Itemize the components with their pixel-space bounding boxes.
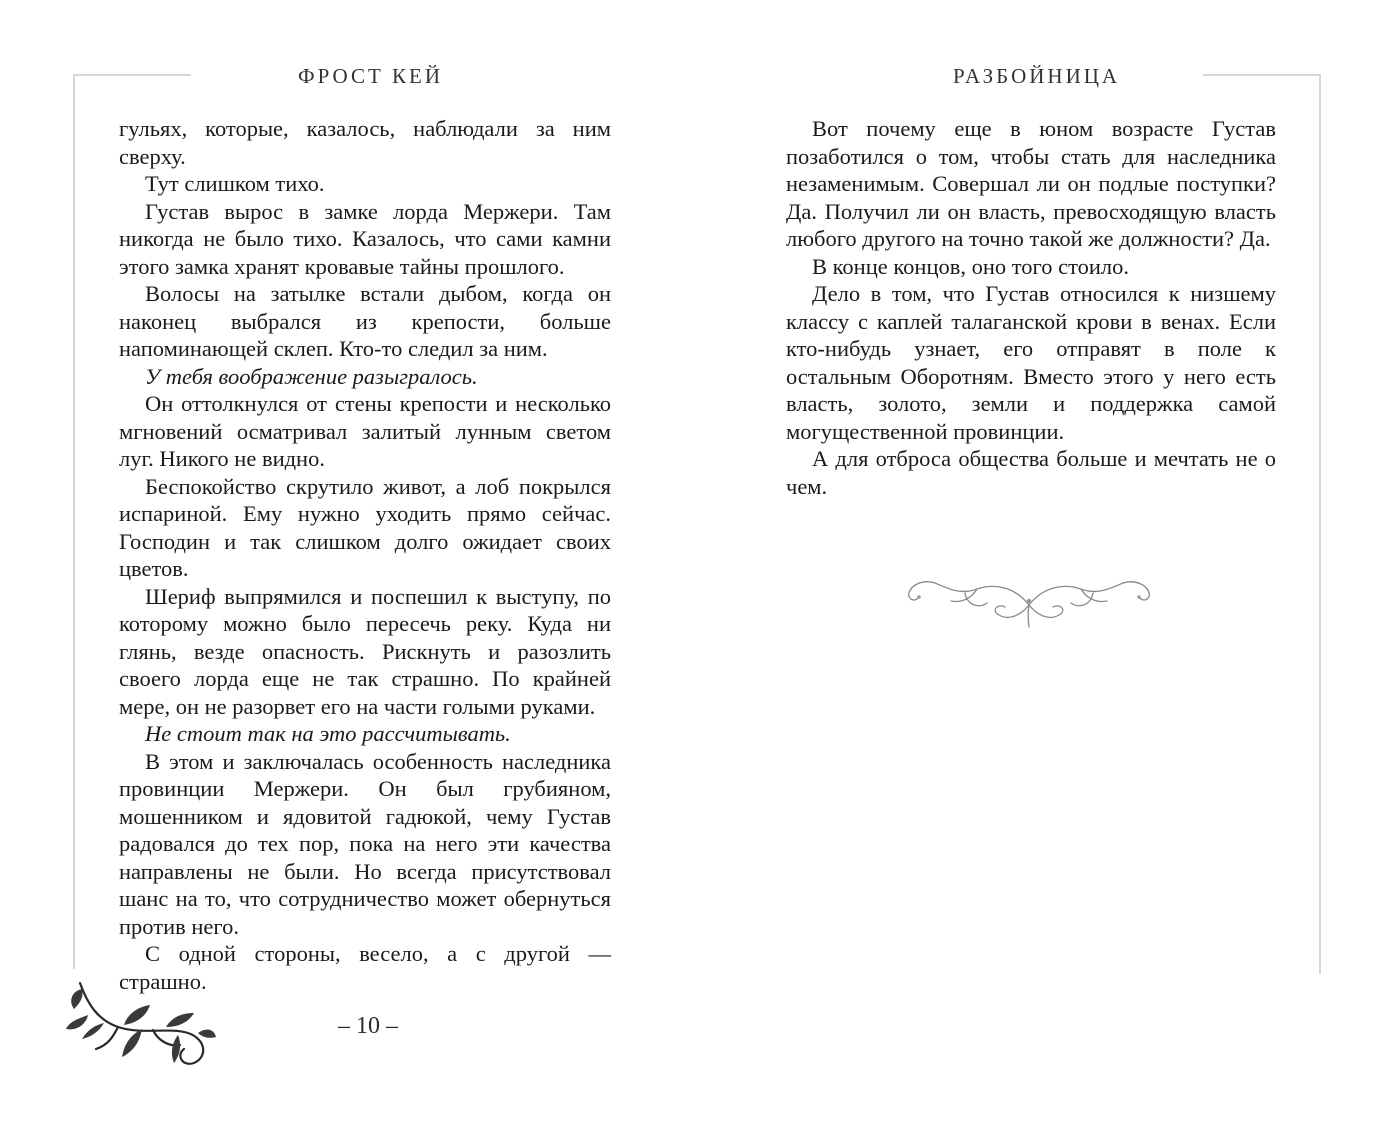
frame-line-right: [1319, 74, 1321, 974]
frame-line-top-right: [1203, 74, 1321, 76]
paragraph: В конце концов, оно того стоило.: [812, 253, 1130, 279]
paragraph: У тебя воображение разыгралось.: [145, 363, 478, 389]
scroll-ornament-icon: [905, 575, 1153, 629]
vine-flourish-icon: [58, 975, 218, 1075]
running-head-author: ФРОСТ КЕЙ: [298, 64, 444, 88]
paragraph: Он оттолкнулся от стены крепости и несколько мгновений осматривал залитый лунным светом луг. Никого не видно.: [119, 391, 611, 471]
paragraph: Шериф выпрямился и поспешил к выступу, по которому можно было пересечь реку. Куда ни глянь, везде опасность. Рискнуть и разозлить своего лорда еще не так страшно. По крайней мере, он не разорвет его на части голыми руками.: [119, 583, 611, 719]
paragraph: Беспокойство скрутило живот, а лоб покрылся испариной. Ему нужно уходить прямо сейчас. Господин и так слишком долго ожидает своих цветов.: [119, 473, 611, 581]
right-page-text: [786, 115, 1276, 500]
paragraph: Волосы на затылке встали дыбом, когда он наконец выбрался из крепости, больше напоминающей склеп. Кто-то следил за ним.: [119, 281, 611, 361]
frame-line-top-left: [73, 74, 191, 76]
paragraph: гульях, которые, казалось, наблюдали за ним сверху.: [119, 116, 611, 169]
right-page: [696, 0, 1393, 1125]
paragraph: А для отброса общества больше и мечтать не о чем.: [786, 446, 1276, 499]
left-page-text: [119, 115, 611, 995]
paragraph: С одной стороны, весело, а с другой — страшно.: [119, 941, 611, 994]
page-number: – 10 –: [338, 1013, 398, 1039]
paragraph: Дело в том, что Густав относился к низшему классу с каплей талаганской крови в венах. Если кто-нибудь узнает, его отправят в поле к остальным Оборотням. Вместо этого у него есть власть, золото, земли и поддержка самой могущественной провинции.: [786, 281, 1276, 444]
left-page: [0, 0, 696, 1125]
paragraph: Густав вырос в замке лорда Мержери. Там никогда не было тихо. Казалось, что сами камни этого замка хранят кровавые тайны прошлого.: [119, 198, 611, 279]
running-head-title: РАЗБОЙНИЦА: [953, 64, 1121, 88]
paragraph: Тут слишком тихо.: [145, 171, 325, 196]
paragraph: Не стоит так на это рассчитывать.: [145, 721, 511, 746]
frame-line-left: [73, 74, 75, 969]
paragraph: В этом и заключалась особенность наследника провинции Мержери. Он был грубияном, мошенником и ядовитой гадюкой, чему Густав радовался до тех пор, пока на него эти качества направлены не были. Но всегда присутствовал шанс на то, что сотрудничество может обернуться против него.: [119, 748, 611, 939]
paragraph: Вот почему еще в юном возрасте Густав позаботился о том, чтобы стать для наследника незаменимым. Совершал ли он подлые поступки? Да. Получил ли он власть, превосходящую власть любого другого на точно такой же должности? Да.: [786, 116, 1276, 251]
